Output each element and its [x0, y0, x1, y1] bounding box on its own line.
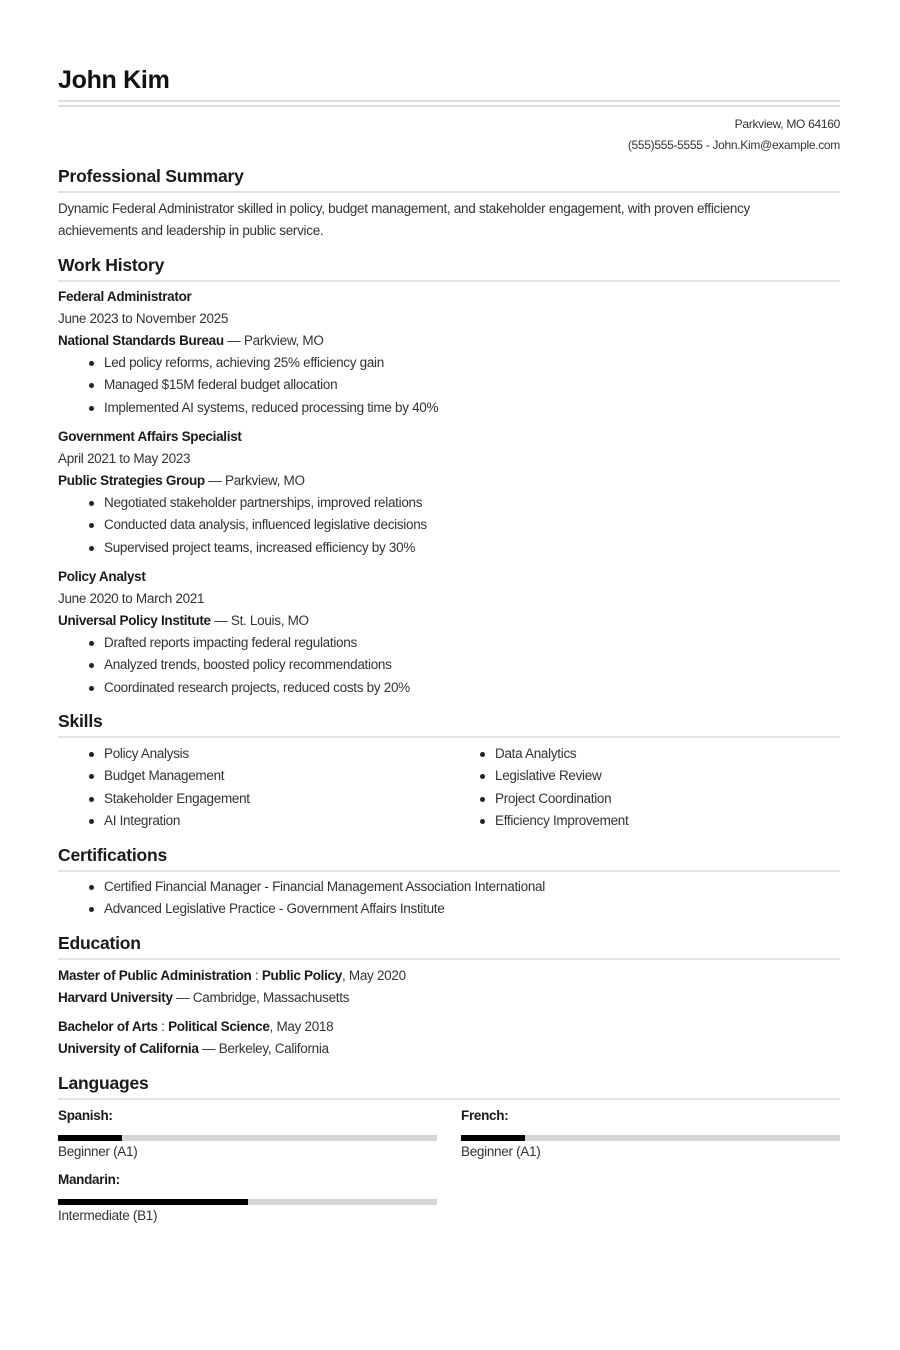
job-employer	[58, 470, 305, 492]
school-line	[58, 1038, 329, 1060]
certifications-list	[58, 876, 545, 921]
language-item	[58, 1107, 437, 1163]
proficiency-fill	[461, 1135, 525, 1141]
skill-item: Policy Analysis	[58, 743, 250, 765]
school-location: Berkeley, California	[218, 1041, 329, 1056]
summary-text: Dynamic Federal Administrator skilled in policy, budget management, and stakeholder engagement, with proven efficiency achievements and leadership in public service.	[58, 201, 750, 238]
skills-list-left	[58, 743, 250, 832]
section-title-certifications: Certifications	[58, 845, 840, 872]
job-location: St. Louis, MO	[230, 613, 309, 628]
job-dates: April 2021 to May 2023	[58, 451, 191, 466]
job-dates: June 2020 to March 2021	[58, 591, 205, 606]
company-name: Universal Policy Institute	[58, 613, 211, 628]
certification-item: Advanced Legislative Practice - Government Affairs Institute	[58, 898, 545, 920]
header-rule-top	[58, 100, 840, 102]
job-bullet: Led policy reforms, achieving 25% efficiency gain	[58, 352, 438, 374]
degree: Bachelor of Arts	[58, 1019, 158, 1034]
job-bullet: Negotiated stakeholder partnerships, improved relations	[58, 492, 427, 514]
section-title-languages: Languages	[58, 1073, 840, 1100]
proficiency-bar	[461, 1135, 840, 1141]
school-line	[58, 987, 349, 1009]
graduation-date: , May 2018	[269, 1019, 334, 1034]
proficiency-bar	[58, 1135, 437, 1141]
section-title-work-history: Work History	[58, 255, 840, 282]
proficiency-level: Intermediate (B1)	[58, 1208, 158, 1223]
language-name: Mandarin:	[58, 1172, 120, 1187]
separator: —	[198, 1041, 219, 1056]
separator: —	[172, 990, 193, 1005]
address: Parkview, MO 64160	[734, 117, 840, 131]
degree-line	[58, 965, 406, 987]
field-of-study: Political Science	[168, 1019, 270, 1034]
job-bullet: Managed $15M federal budget allocation	[58, 374, 438, 396]
job-bullet: Drafted reports impacting federal regulations	[58, 632, 410, 654]
proficiency-level: Beginner (A1)	[58, 1144, 138, 1159]
job-title: Policy Analyst	[58, 569, 146, 584]
company-name: Public Strategies Group	[58, 473, 205, 488]
phone-email: (555)555-5555 - John.Kim@example.com	[627, 138, 840, 152]
job-bullets	[58, 632, 410, 699]
job-bullet: Coordinated research projects, reduced costs by 20%	[58, 677, 410, 699]
job-dates: June 2023 to November 2025	[58, 311, 229, 326]
skill-item: Efficiency Improvement	[449, 810, 628, 832]
school-name: Harvard University	[58, 990, 173, 1005]
separator: —	[210, 613, 231, 628]
section-title-summary: Professional Summary	[58, 166, 840, 193]
skill-item: Data Analytics	[449, 743, 628, 765]
colon: :	[157, 1019, 169, 1034]
section-title-skills: Skills	[58, 711, 840, 738]
proficiency-fill	[58, 1135, 122, 1141]
separator: —	[223, 333, 244, 348]
field-of-study: Public Policy	[261, 968, 342, 983]
degree-line	[58, 1016, 333, 1038]
candidate-name: John Kim	[58, 66, 170, 94]
skill-item: Legislative Review	[449, 765, 628, 787]
section-title-education: Education	[58, 933, 840, 960]
language-name: French:	[461, 1108, 509, 1123]
school-name: University of California	[58, 1041, 199, 1056]
school-location: Cambridge, Massachusetts	[192, 990, 350, 1005]
skill-item: Budget Management	[58, 765, 250, 787]
job-location: Parkview, MO	[225, 473, 305, 488]
language-item	[58, 1171, 437, 1227]
language-item	[461, 1107, 840, 1163]
skills-list-right	[449, 743, 628, 832]
skill-item: Stakeholder Engagement	[58, 788, 250, 810]
job-bullets	[58, 352, 438, 419]
job-title: Government Affairs Specialist	[58, 429, 242, 444]
skill-item: Project Coordination	[449, 788, 628, 810]
proficiency-level: Beginner (A1)	[461, 1144, 541, 1159]
company-name: National Standards Bureau	[58, 333, 224, 348]
contact-block	[628, 114, 840, 156]
certification-item: Certified Financial Manager - Financial Management Association International	[58, 876, 545, 898]
colon: :	[251, 968, 262, 983]
job-title: Federal Administrator	[58, 289, 192, 304]
job-bullet: Analyzed trends, boosted policy recommendations	[58, 654, 410, 676]
skill-item: AI Integration	[58, 810, 250, 832]
graduation-date: , May 2020	[341, 968, 406, 983]
job-employer	[58, 610, 309, 632]
job-bullets	[58, 492, 427, 559]
proficiency-bar	[58, 1199, 437, 1205]
job-employer	[58, 330, 324, 352]
job-location: Parkview, MO	[243, 333, 324, 348]
header-rule-bottom	[58, 105, 840, 107]
language-name: Spanish:	[58, 1108, 113, 1123]
job-bullet: Conducted data analysis, influenced legislative decisions	[58, 514, 427, 536]
job-bullet: Implemented AI systems, reduced processing time by 40%	[58, 397, 438, 419]
job-bullet: Supervised project teams, increased efficiency by 30%	[58, 537, 427, 559]
separator: —	[204, 473, 225, 488]
proficiency-fill	[58, 1199, 248, 1205]
degree: Master of Public Administration	[58, 968, 252, 983]
